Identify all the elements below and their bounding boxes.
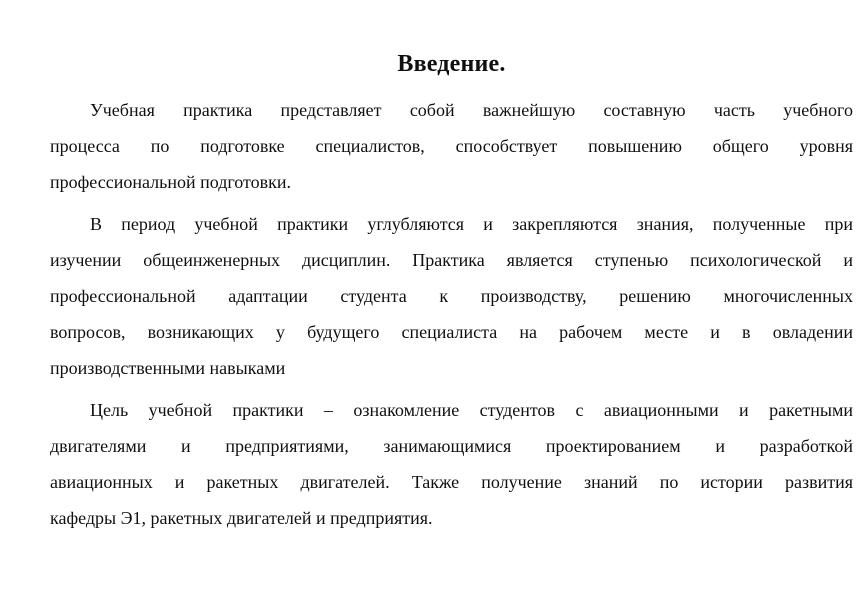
text-line: кафедры Э1, ракетных двигателей и предприятия. bbox=[50, 508, 433, 528]
text-line: процесса по подготовке специалистов, способствует повышению общего уровня bbox=[50, 136, 853, 156]
text-line: двигателями и предприятиями, занимающимися проектированием и разработкой bbox=[50, 436, 853, 456]
text-line: профессиональной подготовки. bbox=[50, 172, 292, 192]
text-line: Учебная практика представляет собой важнейшую составную часть учебного bbox=[90, 100, 853, 120]
text-line: изучении общеинженерных дисциплин. Практика является ступенью психологической и bbox=[50, 250, 853, 270]
text-line: В период учебной практики углубляются и закрепляются знания, полученные при bbox=[90, 214, 853, 234]
document-title: Введение. bbox=[397, 51, 506, 77]
paragraph-practice-period bbox=[50, 206, 853, 386]
paragraph-practice-goal bbox=[50, 392, 853, 536]
text-line: Цель учебной практики – ознакомление студентов с авиационными и ракетными bbox=[90, 400, 853, 420]
document-content bbox=[50, 48, 853, 542]
text-line: профессиональной адаптации студента к производству, решению многочисленных bbox=[50, 286, 853, 306]
text-line: производственными навыками bbox=[50, 358, 286, 378]
paragraph-intro-role bbox=[50, 92, 853, 200]
text-line: авиационных и ракетных двигателей. Также получение знаний по истории развития bbox=[50, 472, 853, 492]
text-line: вопросов, возникающих у будущего специалиста на рабочем месте и в овладении bbox=[50, 322, 853, 342]
